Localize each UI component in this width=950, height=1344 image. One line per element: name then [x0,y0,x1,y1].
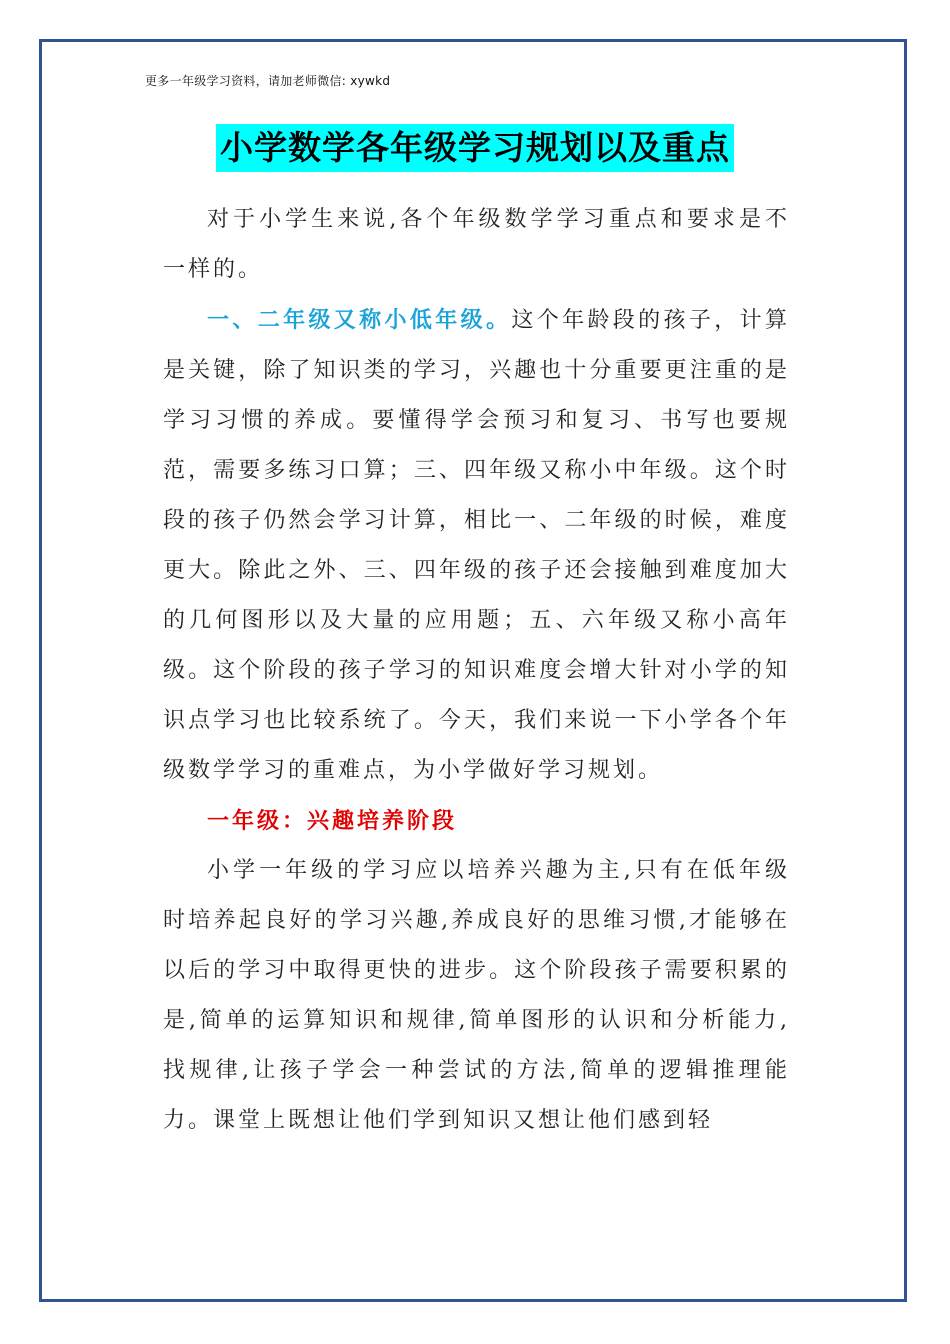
grade1-paragraph: 小学一年级的学习应以培养兴趣为主,只有在低年级时培养起良好的学习兴趣,养成良好的思维习惯,才能够在以后的学习中取得更快的进步。这个阶段孩子需要积累的是,简单的运算知识和规律,简单图形的认识和分析能力,找规律,让孩子学会一种尝试的方法,简单的逻辑推理能力。课堂上既想让他们学到知识又想让他们感到轻 [163,858,790,1133]
intro-paragraph: 对于小学生来说,各个年级数学学习重点和要求是不一样的。 [163,207,790,282]
section1-highlight: 一、二年级又称小低年级。 [207,307,512,333]
section1-paragraph [163,295,790,796]
title-container [0,124,950,172]
grade1-heading: 一年级：兴趣培养阶段 [207,808,458,834]
page-title: 小学数学各年级学习规划以及重点 [216,124,734,172]
section1-text: 这个年龄段的孩子，计算是关键，除了知识类的学习，兴趣也十分重要更注重的是学习习惯的养成。要懂得学会预习和复习、书写也要规范，需要多练习口算；三、四年级又称小中年级。这个时段的孩子仍然会学习计算，相比一、二年级的时候，难度更大。除此之外、三、四年级的孩子还会接触到难度加大的几何图形以及大量的应用题；五、六年级又称小高年级。这个阶段的孩子学习的知识难度会增大针对小学的知识点学习也比较系统了。今天，我们来说一下小学各个年级数学学习的重难点，为小学做好学习规划。 [163,308,790,783]
document-body [163,195,790,1146]
header-note: 更多一年级学习资料，请加老师微信: xywkd [145,74,391,88]
